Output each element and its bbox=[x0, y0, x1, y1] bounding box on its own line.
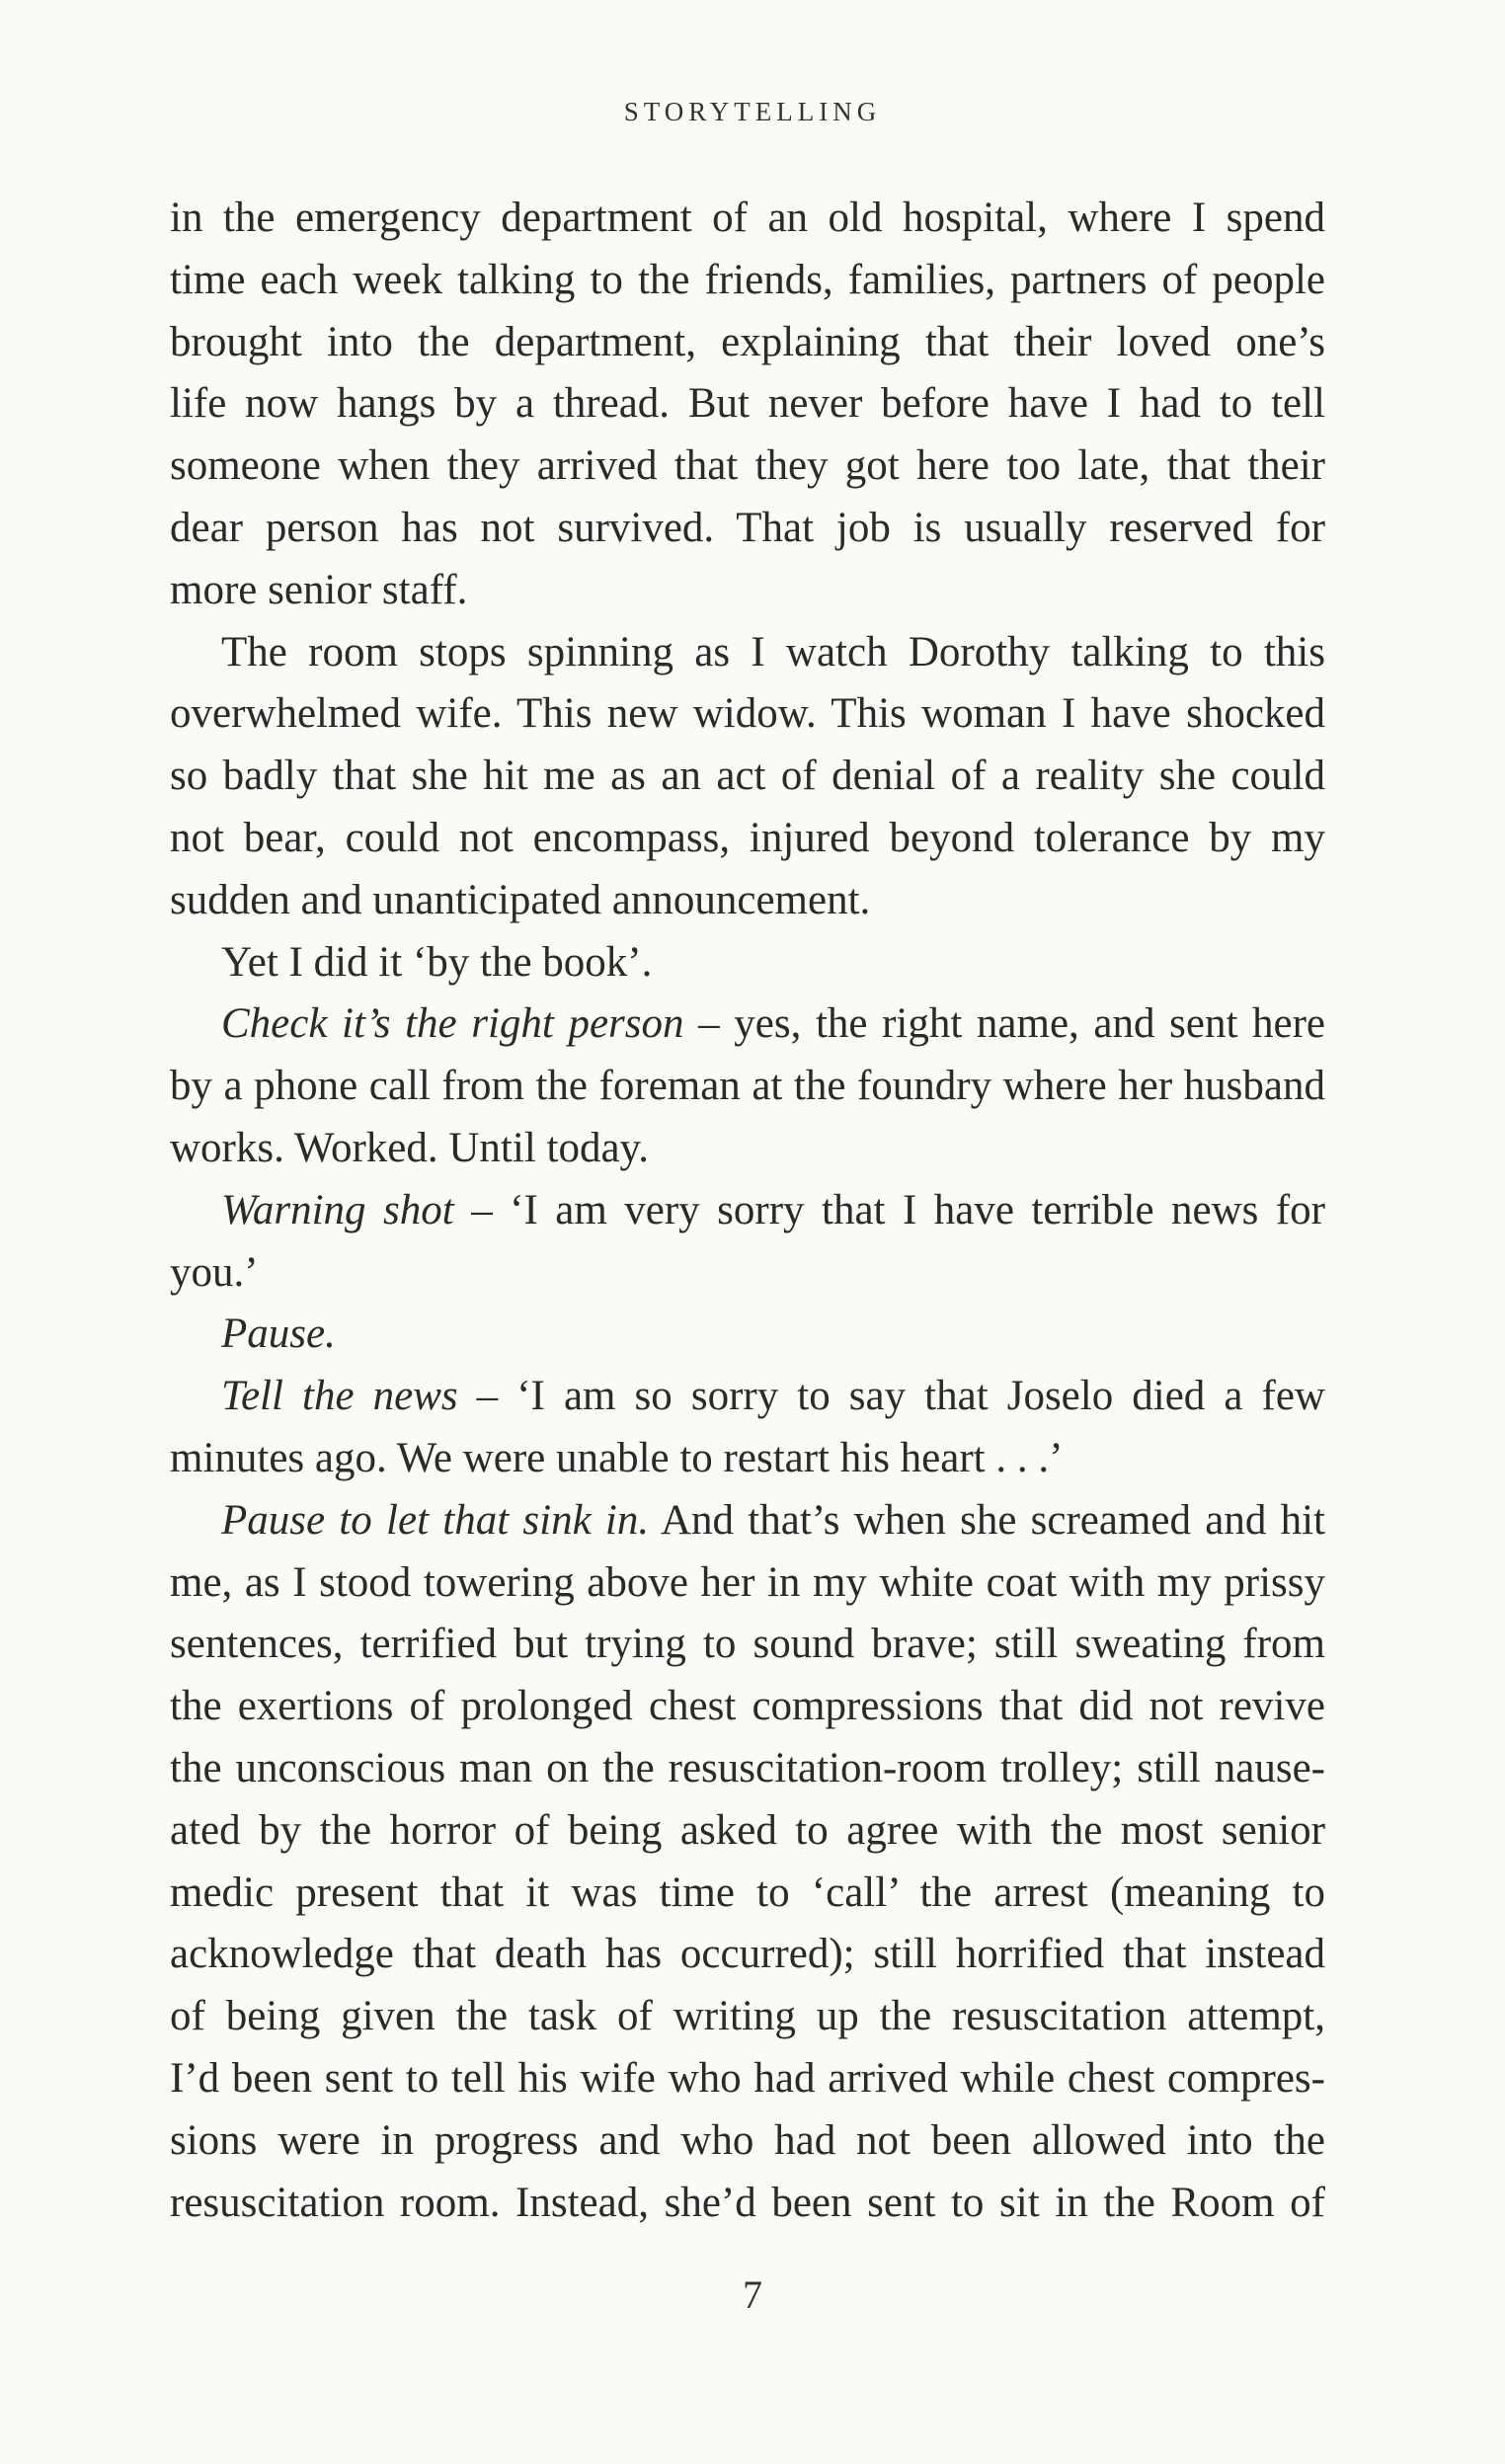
text-line bbox=[170, 994, 1325, 1056]
text-line: brought into the department, explaining that their loved one’s bbox=[170, 318, 1325, 365]
line-rest: And that’s when she screamed and hit bbox=[649, 1496, 1325, 1544]
text-line: medic present that it was time to ‘call’ the arrest (meaning to bbox=[170, 1868, 1325, 1916]
body-text bbox=[170, 188, 1325, 2234]
text-line: The room stops spinning as I watch Dorothy talking to this bbox=[221, 628, 1325, 676]
text-line: ated by the horror of being asked to agree with the most senior bbox=[170, 1806, 1325, 1854]
text-line: resuscitation room. Instead, she’d been sent to sit in the Room of bbox=[170, 2179, 1325, 2226]
text-line: so badly that she hit me as an act of denial of a reality she could bbox=[170, 753, 1325, 800]
text-line: someone when they arrived that they got here too late, that their bbox=[170, 442, 1325, 490]
text-line: of being given the task of writing up the resuscitation attempt, bbox=[170, 1993, 1325, 2040]
text-line: me, as I stood towering above her in my white coat with my prissy bbox=[170, 1558, 1325, 1606]
text-line: sentences, terrified but trying to sound brave; still sweating from bbox=[170, 1621, 1325, 1668]
text-line: overwhelmed wife. This new widow. This woman I have shocked bbox=[170, 690, 1325, 738]
text-line bbox=[170, 1366, 1325, 1428]
text-line: the exertions of prolonged chest compressions that did not revive bbox=[170, 1683, 1325, 1730]
text-line: minutes ago. We were unable to restart his heart . . .’ bbox=[170, 1434, 1064, 1481]
text-line: in the emergency department of an old hospital, where I spend bbox=[170, 195, 1325, 241]
text-line: you.’ bbox=[170, 1248, 259, 1296]
text-line bbox=[170, 1180, 1325, 1242]
text-line: sions were in progress and who had not been allowed into the bbox=[170, 2116, 1325, 2164]
italic-phrase: Warning shot bbox=[221, 1186, 454, 1233]
italic-phrase: Check it’s the right person bbox=[221, 1000, 684, 1048]
text-line bbox=[170, 1490, 1325, 1552]
text-line: not bear, could not encompass, injured beyond tolerance by my bbox=[170, 814, 1325, 861]
line-rest: – ‘I am very sorry that I have terrible news for bbox=[453, 1186, 1325, 1233]
text-line bbox=[170, 1304, 1325, 1366]
text-line: acknowledge that death has occurred); still horrified that instead bbox=[170, 1931, 1325, 1978]
page-number: 7 bbox=[743, 2272, 762, 2317]
line-rest: – yes, the right name, and sent here bbox=[683, 1000, 1325, 1048]
text-line: time each week talking to the friends, families, partners of people bbox=[170, 256, 1325, 303]
text-line: Yet I did it ‘by the book’. bbox=[221, 938, 653, 986]
text-line: I’d been sent to tell his wife who had arrived while chest compres- bbox=[170, 2054, 1325, 2102]
text-line: sudden and unanticipated announcement. bbox=[170, 876, 871, 923]
italic-phrase: Pause to let that sink in. bbox=[221, 1496, 650, 1544]
text-line: life now hangs by a thread. But never before have I had to tell bbox=[170, 380, 1325, 428]
running-head: STORYTELLING bbox=[623, 97, 882, 126]
text-line: by a phone call from the foreman at the foundry where her husband bbox=[170, 1063, 1325, 1110]
text-line: dear person has not survived. That job is usually reserved for bbox=[170, 504, 1325, 551]
italic-phrase: Pause. bbox=[221, 1311, 336, 1358]
line-rest: – ‘I am so sorry to say that Joselo died a few bbox=[457, 1373, 1325, 1420]
italic-phrase: Tell the news bbox=[221, 1373, 458, 1420]
text-line: works. Worked. Until today. bbox=[170, 1124, 650, 1171]
text-line: more senior staff. bbox=[170, 566, 468, 613]
text-line: the unconscious man on the resuscitation-room trolley; still nause- bbox=[170, 1744, 1325, 1791]
